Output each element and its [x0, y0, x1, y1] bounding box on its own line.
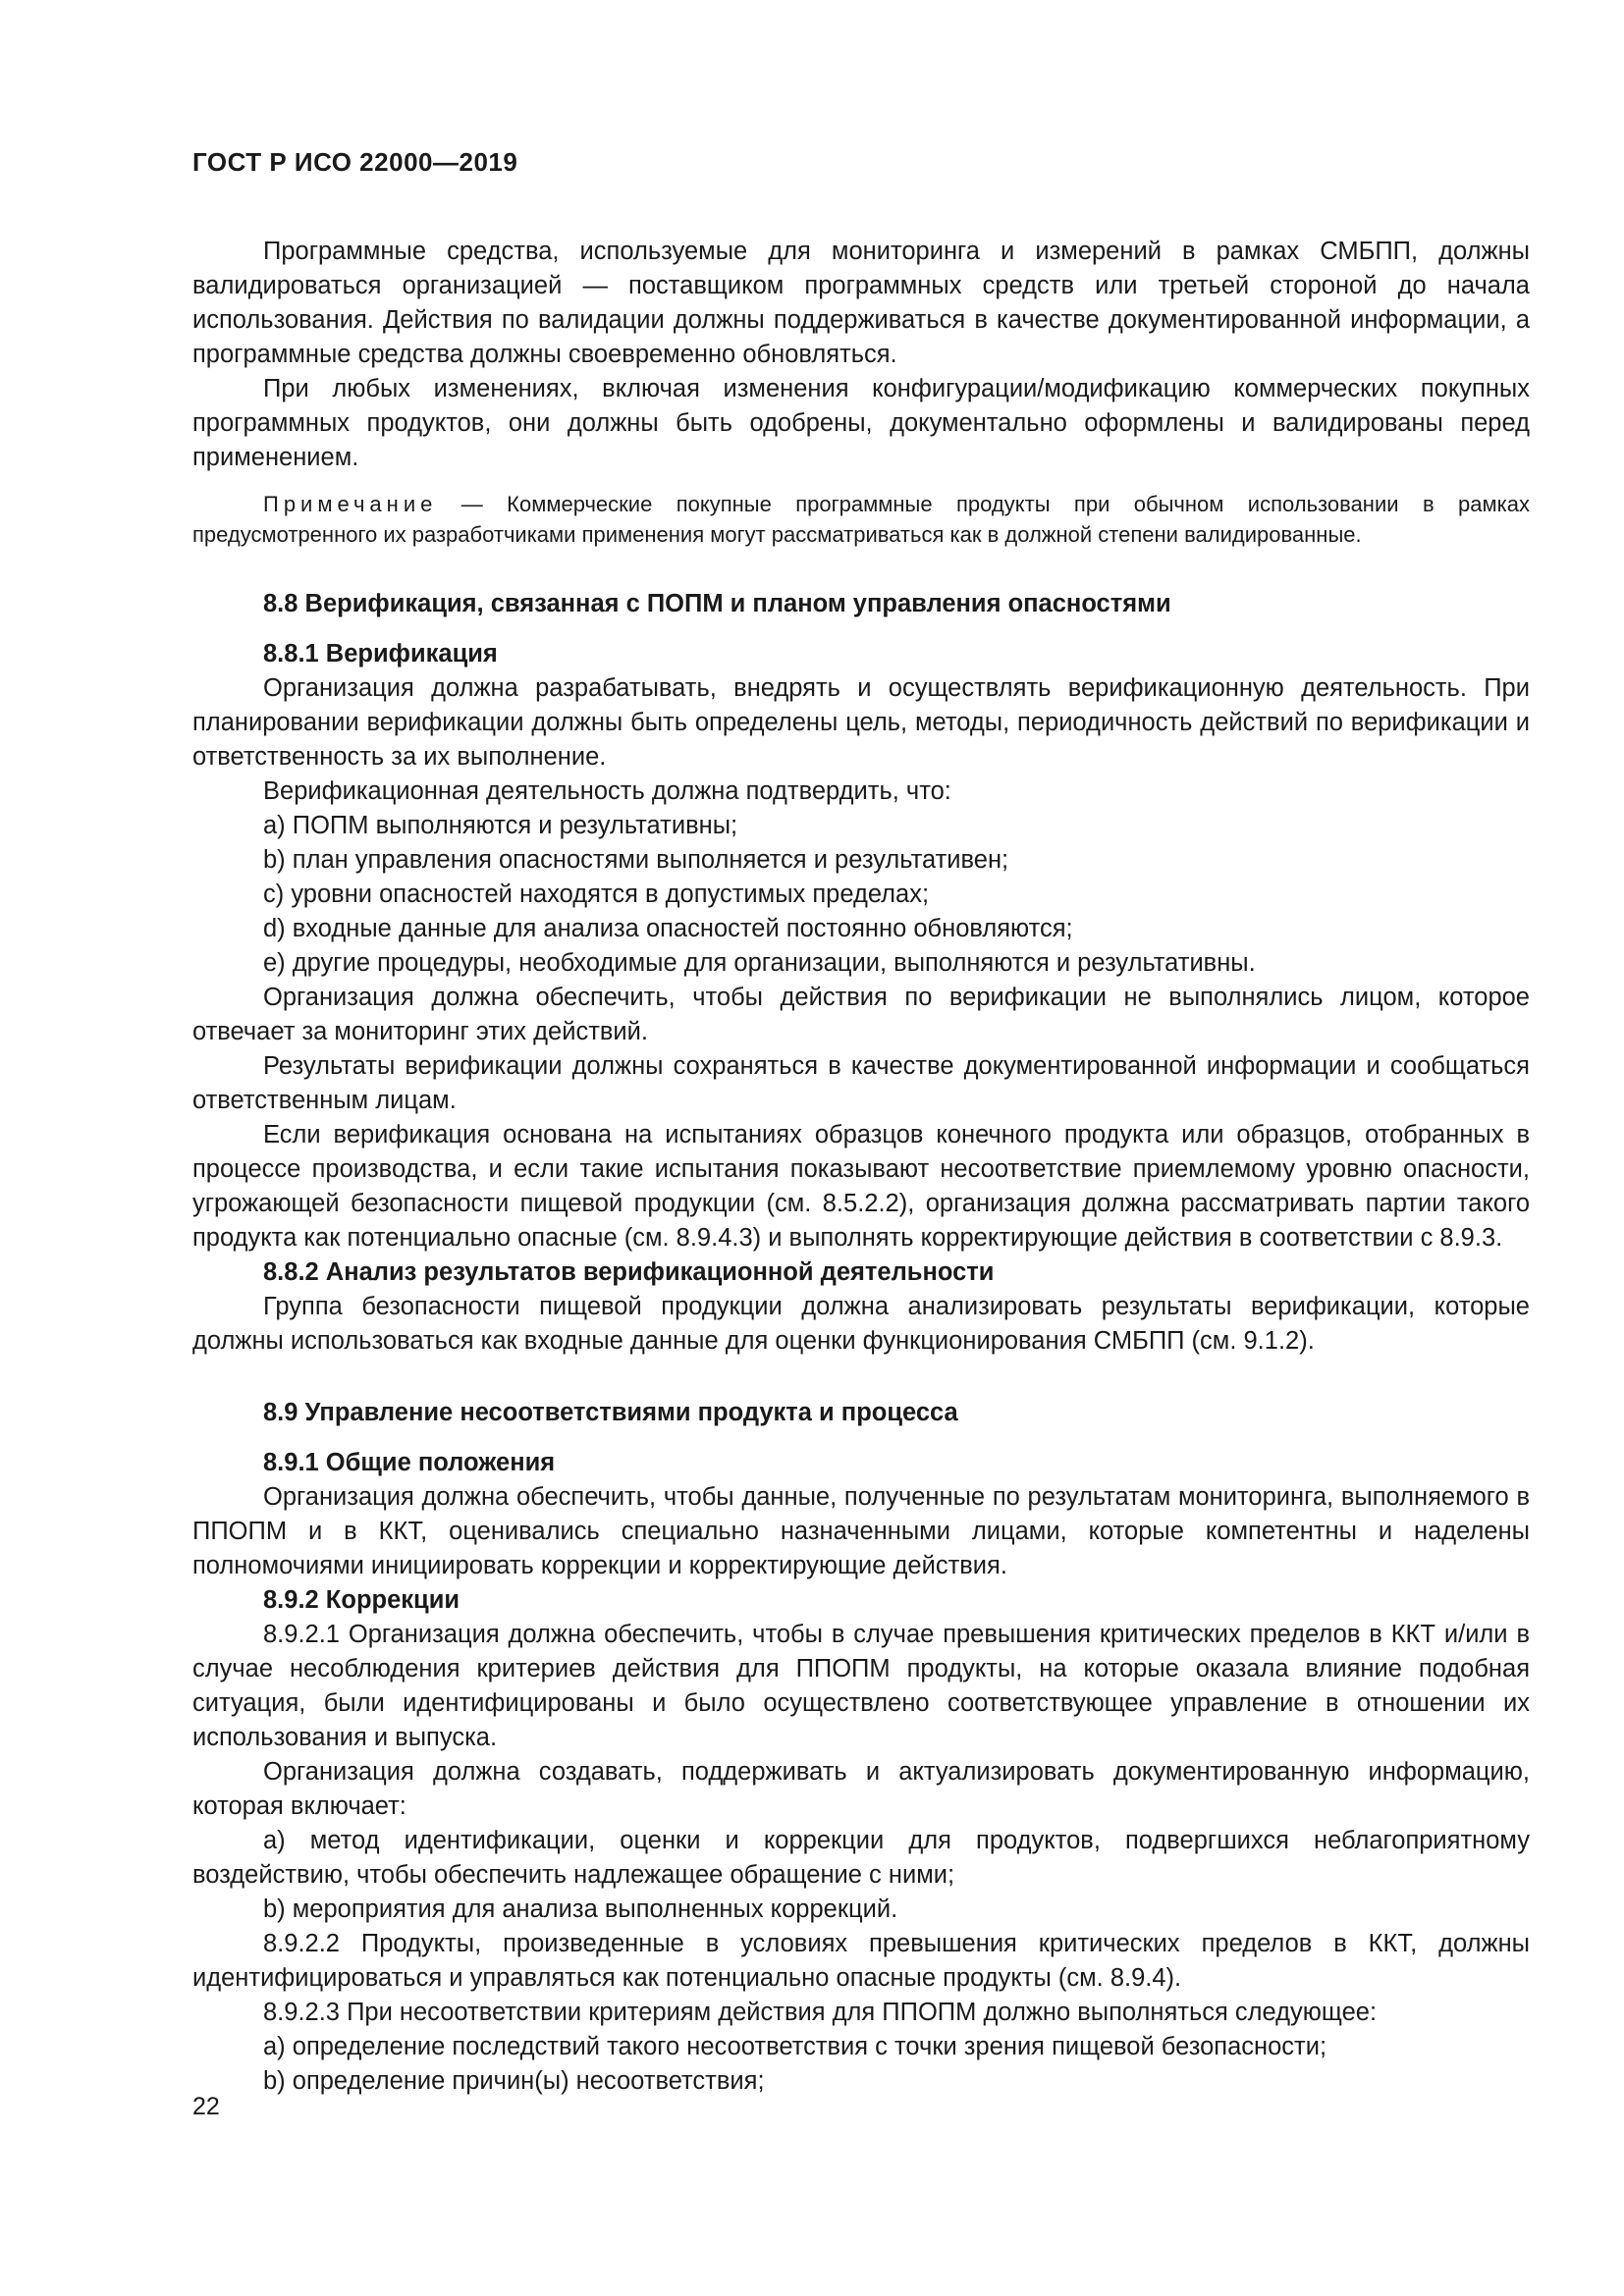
paragraph: Программные средства, используемые для мониторинга и измерений в рамках СМБПП, должны валидироваться организацией — поставщиком программных средств или третьей стороной до начала использования. Действия по валидации должны поддерживаться в качестве документированной информации, а программные средства должны своевременно обновляться. [192, 238, 1530, 368]
list-item: b) определение причин(ы) несоответствия; [263, 2067, 765, 2095]
paragraph: Организация должна обеспечить, чтобы данные, полученные по результатам мониторинга, выполняемого в ППОПМ и в ККТ, оценивались специально назначенными лицами, которые компетентны и наделены полномочиями инициировать коррекции и корректирующие действия. [192, 1483, 1530, 1579]
list-item: a) определение последствий такого несоответствия с точки зрения пищевой безопасности; [263, 2033, 1327, 2060]
paragraph: Результаты верификации должны сохраняться в качестве документированной информации и сообщаться ответственным лицам. [192, 1052, 1530, 1114]
paragraph: 8.9.2.3 При несоответствии критериям действия для ППОПМ должно выполняться следующее: [263, 1999, 1378, 2026]
section-heading-8-9: 8.9 Управление несоответствиями продукта и процесса [263, 1399, 958, 1426]
paragraph: Организация должна создавать, поддерживать и актуализировать документированную информацию, которая включает: [192, 1758, 1530, 1820]
section-heading-8-8: 8.8 Верификация, связанная с ПОПМ и планом управления опасностями [263, 590, 1171, 617]
paragraph: Группа безопасности пищевой продукции должна анализировать результаты верификации, которые должны использоваться как входные данные для оценки функционирования СМБПП (см. 9.1.2). [192, 1293, 1530, 1355]
paragraph: Организация должна разрабатывать, внедрять и осуществлять верификационную деятельность. При планировании верификации должны быть определены цель, методы, периодичность действий по верификации и ответственность за их выполнение. [192, 674, 1530, 771]
paragraph: Организация должна обеспечить, чтобы действия по верификации не выполнялись лицом, которое отвечает за мониторинг этих действий. [192, 984, 1530, 1045]
subsection-heading-8-9-1: 8.9.1 Общие положения [263, 1449, 556, 1476]
note-label: Примечание [263, 492, 438, 516]
document-page [192, 147, 1530, 2099]
paragraph: При любых изменениях, включая изменения конфигурации/модификацию коммерческих покупных программных продуктов, они должны быть одобрены, документально оформлены и валидированы перед применением. [192, 375, 1530, 471]
subsection-heading-8-8-1: 8.8.1 Верификация [263, 640, 498, 667]
list-item: c) уровни опасностей находятся в допустимых пределах; [263, 881, 930, 908]
list-item: e) другие процедуры, необходимые для организации, выполняются и результативны. [263, 949, 1256, 977]
list-item: a) метод идентификации, оценки и коррекции для продуктов, подвергшихся неблагоприятному воздействию, чтобы обеспечить надлежащее обращение с ними; [192, 1827, 1530, 1889]
subsection-heading-8-8-2: 8.8.2 Анализ результатов верификационной деятельности [263, 1258, 995, 1286]
note-text: — Коммерческие покупные программные продукты при обычном использовании в рамках предусмотренного их разработчиками применения могут рассматриваться как в должной степени валидированные. [192, 492, 1530, 547]
note [192, 489, 1530, 550]
list-item: a) ПОПМ выполняются и результативны; [263, 812, 738, 839]
list-item: b) план управления опасностями выполняется и результативен; [263, 846, 1009, 874]
page-number: 22 [192, 2093, 220, 2120]
list-item: b) мероприятия для анализа выполненных коррекций. [263, 1896, 898, 1923]
paragraph: 8.9.2.1 Организация должна обеспечить, чтобы в случае превышения критических пределов в ККТ и/или в случае несоблюдения критериев действия для ППОПМ продукты, на которые оказала влияние подобная ситуация, были идентифицированы и было осуществлено соответствующее управление в отношении их использования и выпуска. [192, 1621, 1530, 1751]
paragraph: Если верификация основана на испытаниях образцов конечного продукта или образцов, отобранных в процессе производства, и если такие испытания показывают несоответствие приемлемому уровню опасности, угрожающей безопасности пищевой продукции (см. 8.5.2.2), организация должна рассматривать партии такого продукта как потенциально опасные (см. 8.9.4.3) и выполнять корректирующие действия в соответствии с 8.9.3. [192, 1121, 1530, 1252]
paragraph: 8.9.2.2 Продукты, произведенные в условиях превышения критических пределов в ККТ, должны идентифицироваться и управляться как потенциально опасные продукты (см. 8.9.4). [192, 1930, 1530, 1992]
subsection-heading-8-9-2: 8.9.2 Коррекции [263, 1586, 460, 1614]
list-item: d) входные данные для анализа опасностей постоянно обновляются; [263, 915, 1073, 942]
paragraph: Верификационная деятельность должна подтвердить, что: [263, 777, 951, 805]
document-header: ГОСТ Р ИСО 22000—2019 [192, 147, 518, 177]
